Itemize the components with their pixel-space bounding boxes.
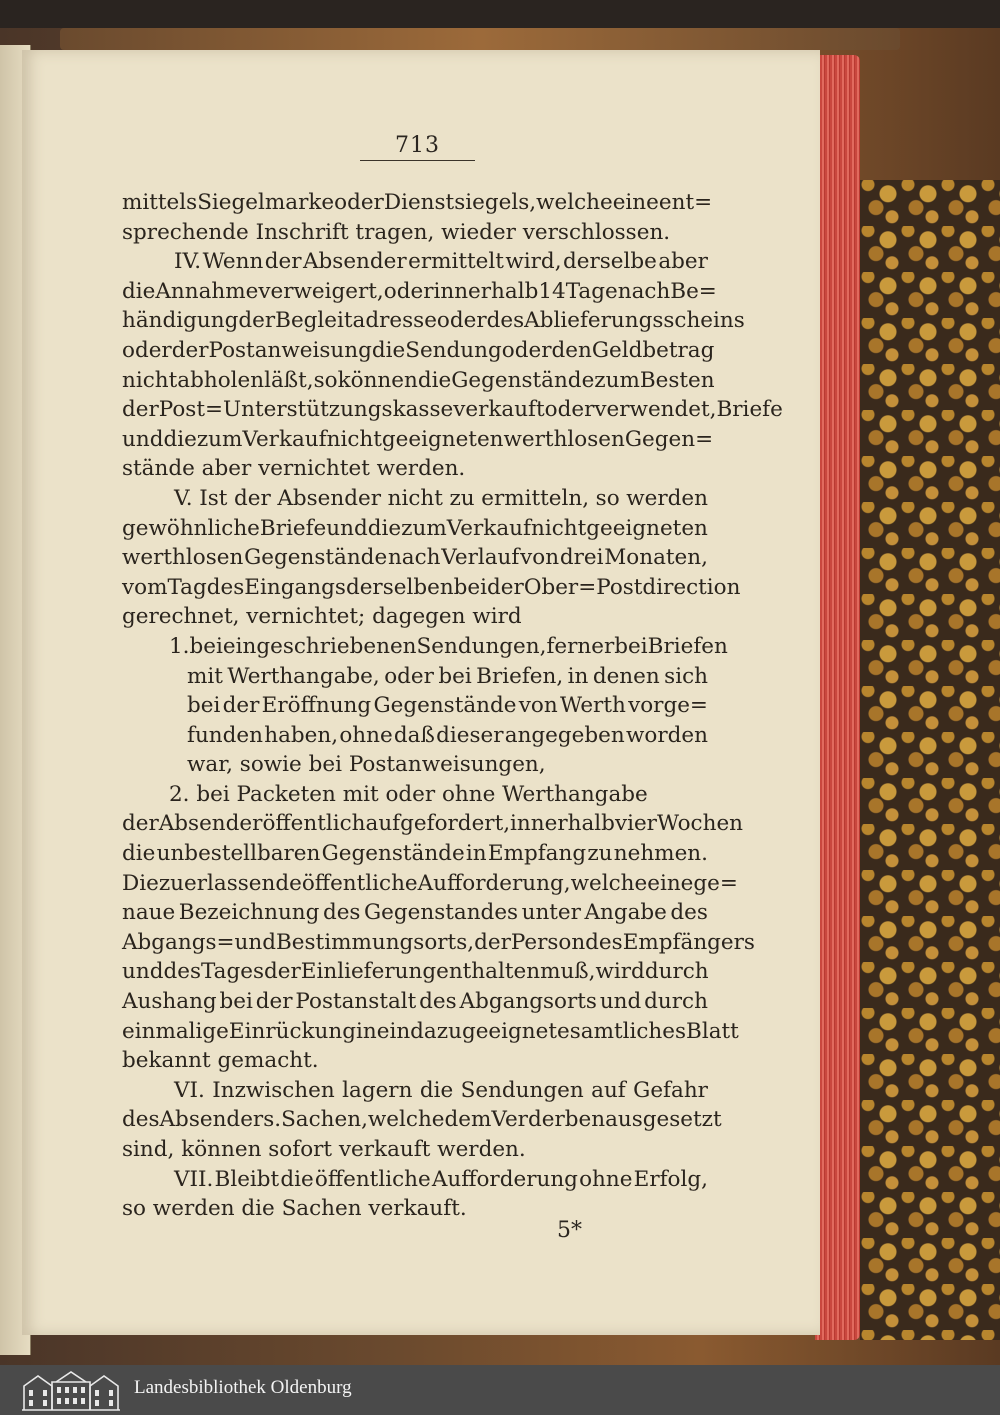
text-line: sprechende Inschrift tragen, wieder verschlossen.	[122, 219, 671, 245]
library-name: Landesbibliothek Oldenburg	[134, 1377, 352, 1398]
body-text	[122, 188, 783, 1224]
page-number: 713	[395, 133, 440, 158]
text-line: 2. bei Packeten mit oder ohne Werthangabe	[169, 781, 648, 807]
text-line: werthlosen Gegenstände nach Verlauf von drei Monaten,	[122, 545, 708, 571]
text-line: und des Tages der Einlieferung enthalten muß, wird durch	[122, 959, 709, 985]
text-line: V. Ist der Absender nicht zu ermitteln, so werden	[174, 485, 708, 511]
text-line: oder der Postanweisung die Sendung oder den Geldbetrag	[122, 337, 715, 363]
text-line: Abgangs= und Bestimmungsorts, der Person des Empfängers	[122, 929, 755, 955]
text-line: so werden die Sachen verkauft.	[122, 1196, 467, 1222]
text-line: sind, können sofort verkauft werden.	[122, 1137, 526, 1162]
marbled-cover-edge	[860, 180, 1000, 1340]
library-building-logo	[20, 1368, 122, 1412]
text-line: stände aber vernichtet werden.	[122, 456, 466, 482]
library-footer-bar	[0, 1365, 1000, 1415]
text-line: die unbestellbaren Gegenstände in Empfang zu nehmen.	[122, 841, 708, 867]
signature-mark: 5*	[557, 1218, 582, 1243]
text-line: IV. Wenn der Absender ermittelt wird, derselbe aber	[174, 249, 708, 275]
text-line: mit Werthangabe, oder bei Briefen, in denen sich	[187, 663, 708, 689]
text-line: und die zum Verkauf nicht geeigneten werthlosen Gegen=	[122, 426, 714, 452]
text-line: einmalige Einrückung in ein dazu geeignetes amtliches Blatt	[122, 1018, 739, 1044]
text-line: VII. Bleibt die öffentliche Aufforderung ohne Erfolg,	[174, 1166, 708, 1192]
text-line: des Absenders. Sachen, welche dem Verderben ausgesetzt	[122, 1107, 722, 1133]
text-line: funden haben, ohne daß dieser angegeben worden	[187, 722, 708, 748]
text-line: gewöhnliche Briefe und die zum Verkauf nicht geeigneten	[122, 515, 708, 541]
text-line: der Post=Unterstützungskasse verkauft oder verwendet, Briefe	[122, 397, 783, 423]
text-line: bekannt gemacht.	[122, 1048, 319, 1074]
red-page-edges	[815, 55, 860, 1340]
book-spine-top	[60, 28, 900, 50]
text-line: händigung der Begleitadresse oder des Ablieferungsscheins	[122, 308, 745, 334]
text-line: Die zu erlassende öffentliche Aufforderung, welche eine ge=	[122, 870, 738, 896]
text-line: vom Tag des Eingangs derselben bei der Ober=Postdirection	[122, 574, 741, 600]
text-line: 1. bei eingeschriebenen Sendungen, ferner bei Briefen	[169, 633, 728, 659]
text-line: Aushang bei der Postanstalt des Abgangsorts und durch	[122, 989, 708, 1015]
text-line: die Annahme verweigert, oder innerhalb 14 Tage nach Be=	[122, 278, 717, 304]
text-line: der Absender öffentlich aufgefordert, innerhalb vier Wochen	[122, 811, 744, 837]
text-line: bei der Eröffnung Gegenstände von Werth vorge=	[187, 693, 708, 719]
text-line: war, sowie bei Postanweisungen,	[187, 752, 546, 778]
header-rule	[360, 160, 475, 161]
text-line: naue Bezeichnung des Gegenstandes unter Angabe des	[122, 900, 708, 926]
text-line: mittels Siegelmarke oder Dienstsiegels, welche eine ent=	[122, 190, 713, 215]
text-line: nicht abholen läßt, so können die Gegenstände zum Besten	[122, 367, 715, 393]
text-line: VI. Inzwischen lagern die Sendungen auf Gefahr	[174, 1077, 708, 1103]
text-line: gerechnet, vernichtet; dagegen wird	[122, 604, 522, 630]
